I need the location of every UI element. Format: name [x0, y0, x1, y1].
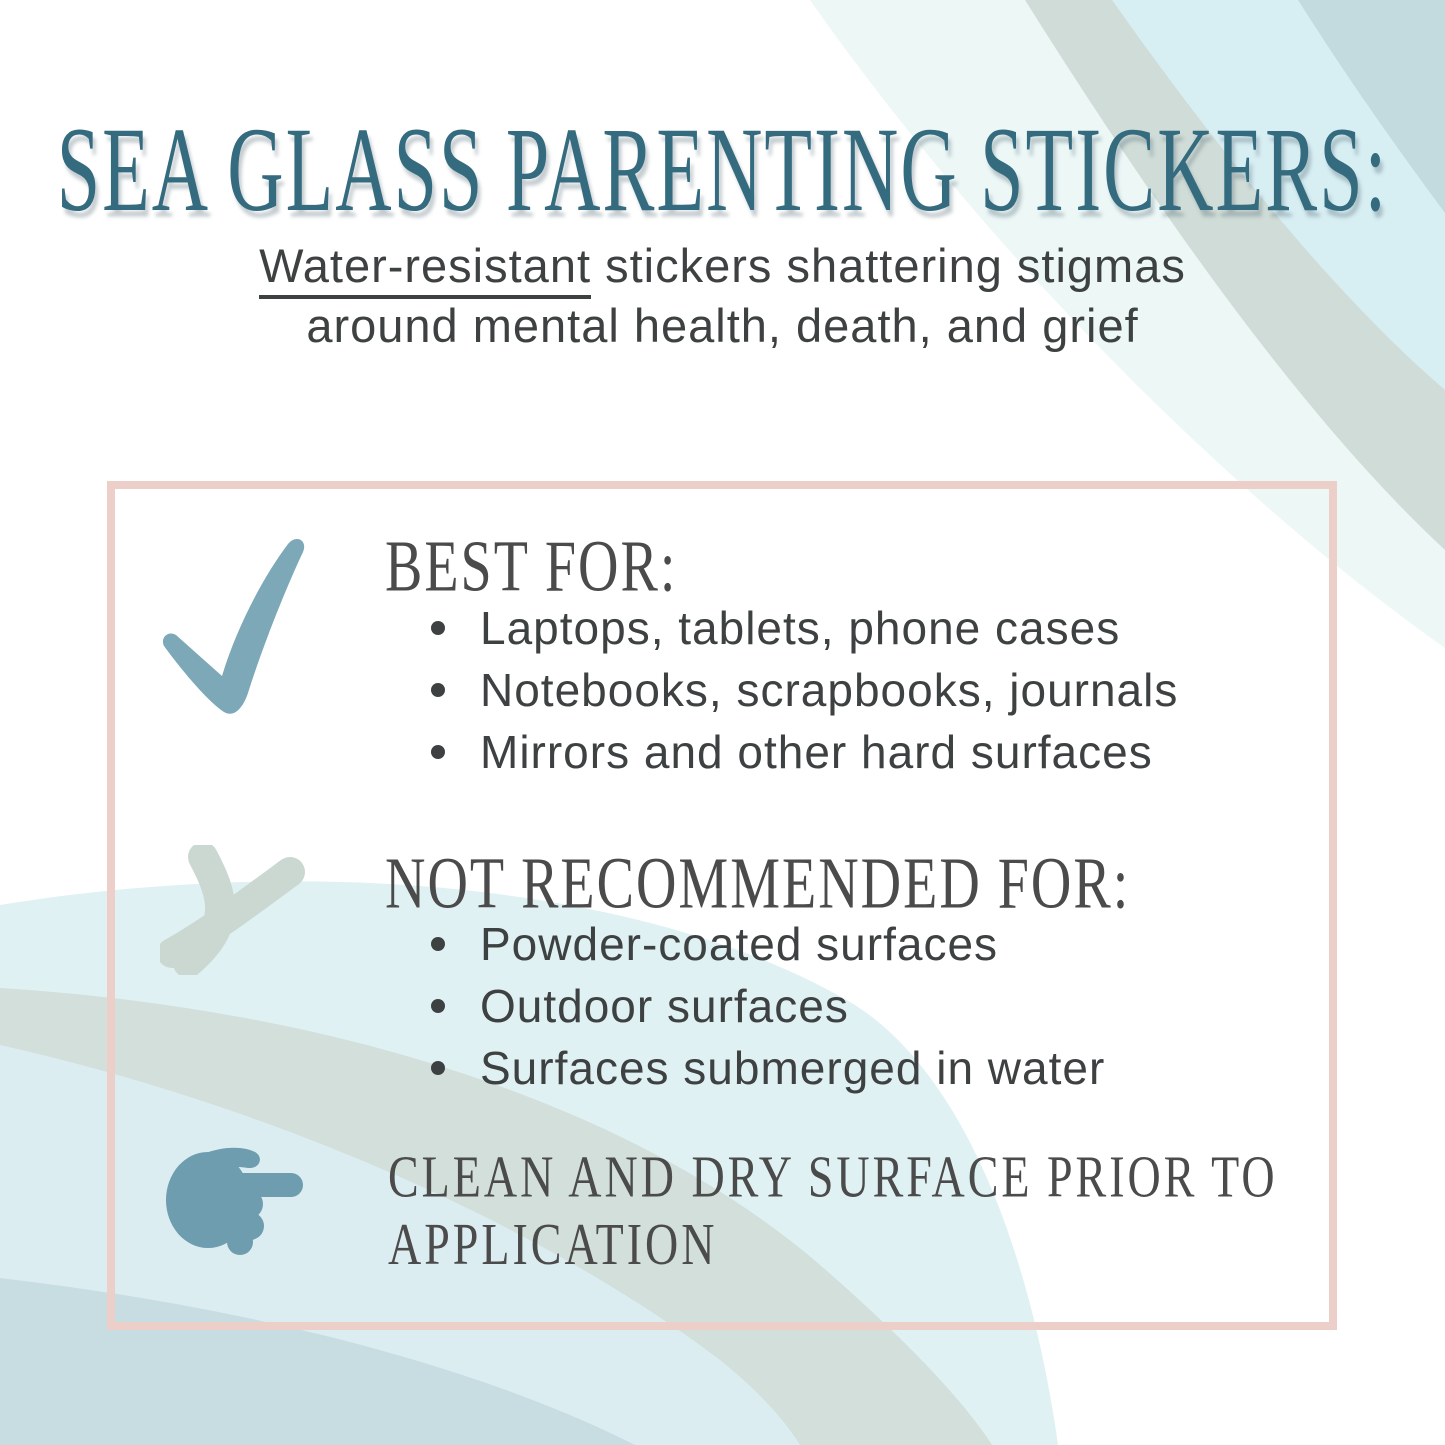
application-note: CLEAN AND DRY SURFACE PRIOR TO APPLICATION — [388, 1143, 1278, 1277]
page-title: SEA GLASS PARENTING STICKERS: — [56, 101, 1389, 237]
list-item: Surfaces submerged in water — [425, 1037, 1105, 1099]
list-item: Laptops, tablets, phone cases — [425, 597, 1178, 659]
list-item: Powder-coated surfaces — [425, 913, 1105, 975]
pointing-hand-icon — [160, 1142, 310, 1257]
list-item: Mirrors and other hard surfaces — [425, 721, 1178, 783]
best-for-heading: BEST FOR: — [385, 526, 678, 608]
not-recommended-list — [425, 913, 1105, 1099]
not-recommended-heading: NOT RECOMMENDED FOR: — [385, 843, 1131, 925]
subtitle-line2: around mental health, death, and grief — [306, 299, 1139, 352]
subtitle — [0, 236, 1445, 356]
best-for-list — [425, 597, 1178, 783]
list-item: Notebooks, scrapbooks, journals — [425, 659, 1178, 721]
checkmark-icon — [150, 528, 310, 723]
list-item: Outdoor surfaces — [425, 975, 1105, 1037]
subtitle-line1-rest: stickers shattering stigmas — [591, 239, 1186, 292]
x-mark-icon — [160, 845, 310, 975]
subtitle-underlined-text: Water-resistant — [259, 239, 591, 299]
